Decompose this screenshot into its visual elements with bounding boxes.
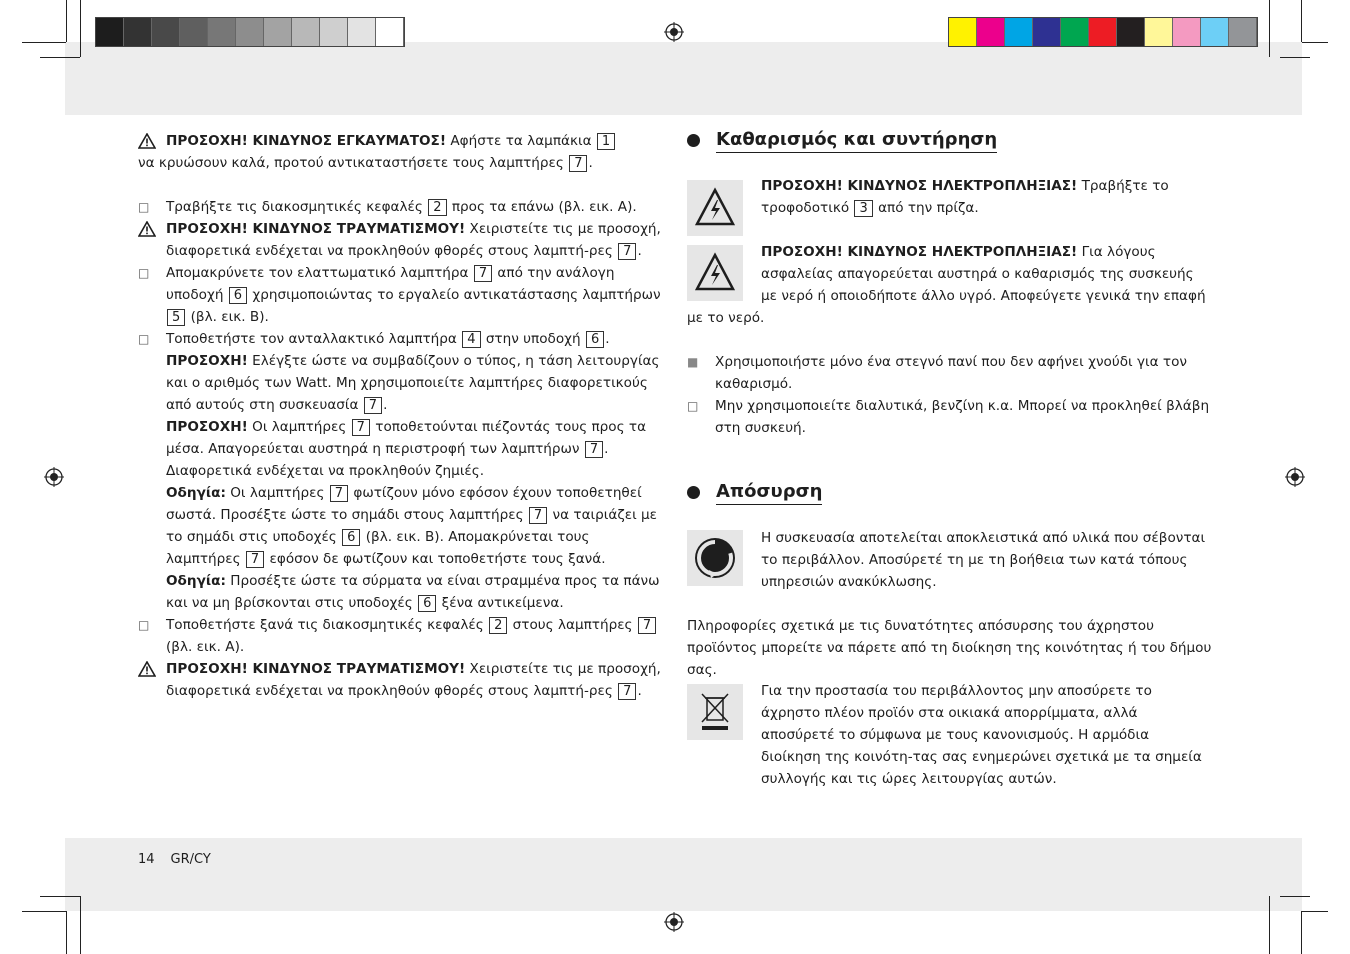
color-swatch: [1173, 18, 1201, 46]
color-swatch: [1201, 18, 1229, 46]
registration-mark-icon: [44, 467, 64, 487]
attention-text: Ελέγξτε ώστε να συμβαδίζουν ο τύπος, η τάση λειτουργίας και ο αριθμός των Watt. Μη χρησιμοποιείτε λαμπτήρες διαφορετικούς από αυτούς στη συσκευασία: [166, 353, 660, 413]
part-reference: 7: [330, 485, 348, 502]
attention-label: ΠΡΟΣΟΧΗ!: [166, 353, 248, 369]
registration-mark-icon: [664, 912, 684, 932]
crop-mark: [1280, 896, 1310, 897]
footer-band: [65, 838, 1302, 911]
warning-text: Αφήστε τα λαμπάκια: [446, 133, 596, 149]
part-reference: 6: [418, 595, 436, 612]
warning-triangle-icon: [138, 221, 156, 237]
crop-mark: [66, 0, 67, 42]
part-reference: 7: [364, 397, 382, 414]
grey-swatch: [124, 18, 152, 46]
part-reference: 7: [352, 419, 370, 436]
part-reference: 7: [569, 155, 587, 172]
disposal-text-3: Για την προστασία του περιβάλλοντος μην αποσύρετε το άχρηστο πλέον προϊόν στα οικιακά απορρίμματα, αλλά αποσύρετέ το σύμφωνα με τους κανονισμούς. Η αρμόδια διοίκηση της κοινότη-τας σας ενημερώνει σχετικά με τα σημεία συλλογής και τις ώρες λειτουργίας αυτών.: [761, 683, 1202, 787]
warning-title: ΠΡΟΣΟΧΗ! ΚΙΝΔΥΝΟΣ ΤΡΑΥΜΑΤΙΣΜΟΥ!: [166, 221, 466, 237]
shock-warning-2-tail: με το νερό.: [687, 310, 765, 326]
part-reference: 1: [597, 133, 615, 150]
disposal-section: [687, 480, 822, 505]
step-item: [138, 262, 663, 328]
crop-mark: [1301, 0, 1302, 42]
color-swatch: [1117, 18, 1145, 46]
injury-warning: ΠΡΟΣΟΧΗ! ΚΙΝΔΥΝΟΣ ΤΡΑΥΜΑΤΙΣΜΟΥ! Χειριστείτε τις με προσοχή, διαφορετικά ενδέχεται να προκληθούν φθορές στους λαμπτή-ρες 7 .: [138, 658, 663, 702]
grey-swatch: [236, 18, 264, 46]
part-reference: 7: [529, 507, 547, 524]
step-text: χρησιμοποιώντας το εργαλείο αντικατάστασης λαμπτήρων: [248, 287, 661, 303]
part-reference: 7: [618, 243, 636, 260]
crop-mark: [1302, 911, 1328, 912]
grey-swatch: [152, 18, 180, 46]
step-text: από την ανάλογη υποδοχή: [166, 265, 615, 303]
header-band: [65, 42, 1302, 115]
grey-calibration-strip: [95, 17, 405, 47]
section-heading-disposal: Απόσυρση: [687, 480, 822, 505]
checkbox-bullet-icon: □: [138, 618, 150, 632]
warning-text: να κρυώσουν καλά, προτού αντικαταστήσετε τους λαμπτήρες: [138, 155, 569, 171]
page-footer: [138, 852, 211, 867]
part-reference: 3: [854, 200, 872, 217]
right-column: [687, 128, 1212, 153]
grey-swatch: [96, 18, 124, 46]
crop-mark: [40, 896, 80, 897]
checkbox-bullet-icon: □: [138, 266, 150, 280]
electric-shock-icon: [687, 180, 743, 236]
disposal-text-1: Η συσκευασία αποτελείται αποκλειστικά από υλικά που σέβονται το περιβάλλον. Αποσύρετέ τη με τη βοήθεια των κατά τόπους υπηρεσιών ανακύκλωσης.: [761, 530, 1206, 590]
step-text: προς τα επάνω (βλ. εικ. A).: [447, 199, 637, 215]
part-reference: 7: [618, 683, 636, 700]
grey-swatch: [348, 18, 376, 46]
green-dot-recycling-icon: [687, 530, 743, 586]
warning-title: ΠΡΟΣΟΧΗ! ΚΙΝΔΥΝΟΣ ΗΛΕΚΤΡΟΠΛΗΞΙΑΣ!: [761, 178, 1078, 194]
warning-text: Χειριστείτε τις με προσοχή, διαφορετικά ενδέχεται να προκληθούν φθορές στους λαμπτή-ρες: [166, 661, 661, 699]
note-text: Οι λαμπτήρες: [225, 485, 329, 501]
attention-text: τοποθετούνται πιέζοντάς τους προς τα μέσα. Απαγορεύεται αυστηρά η περιστροφή των λαμπτήρων: [166, 419, 647, 457]
warning-text: από την πρίζα.: [873, 200, 979, 216]
electric-shock-icon: [687, 245, 743, 301]
part-reference: 7: [638, 617, 656, 634]
crop-mark: [66, 911, 67, 954]
filled-square-bullet-icon: ■: [687, 355, 699, 369]
step-item: □ Τοποθετήστε τον ανταλλακτικό λαμπτήρα 4 στην υποδοχή 6 . ΠΡΟΣΟΧΗ! Ελέγξτε ώστε να συμβαδίζουν ο τύπος, η τάση λειτουργίας και ο αριθμός των Watt. Μη χρησιμοποιείτε λαμπτήρες διαφορετικούς από αυτούς στη συσκευασία 7 . ΠΡΟΣΟΧΗ! Οι λαμπτήρες 7 τοποθετούνται πιέζοντάς τους προς τα μέσα. Απαγορεύεται αυστηρά η περιστροφή των λαμπτήρων 7 . Διαφορετικά ενδέχεται να προκληθούν ζημιές. Οδηγία: Οι λαμπτήρες 7 φωτίζουν μόνο εφόσον έχουν τοποθετηθεί σωστά. Προσέξτε ώστε το σημάδι στους λαμπτήρες 7 να ταιριάζει με το σημάδι στις υποδοχές 6 (βλ. εικ. B). Απομακρύνεται τους λαμπτήρες 7 εφόσον δε φωτίζουν και τοποθετήστε τους ξανά. Οδηγία: Προσέξτε ώστε τα σύρματα να είναι στραμμένα προς τα πάνω και να μη βρίσκονται στις υποδοχές 6 ξένα αντικείμενα.: [138, 328, 663, 614]
grey-swatch: [208, 18, 236, 46]
part-reference: 7: [246, 551, 264, 568]
crop-mark: [1269, 0, 1270, 57]
color-swatch: [1089, 18, 1117, 46]
crop-mark: [1302, 42, 1328, 43]
warning-text: Χειριστείτε τις με προσοχή, διαφορετικά ενδέχεται να προκληθούν φθορές στους λαμπτή-ρες: [166, 221, 661, 259]
attention-text: . Διαφορετικά ενδέχεται να προκληθούν ζημιές.: [166, 441, 609, 479]
injury-warning: ΠΡΟΣΟΧΗ! ΚΙΝΔΥΝΟΣ ΤΡΑΥΜΑΤΙΣΜΟΥ! Χειριστείτε τις με προσοχή, διαφορετικά ενδέχεται να προκληθούν φθορές στους λαμπτή-ρες 7 .: [138, 218, 663, 262]
burn-warning: [138, 130, 663, 174]
list-item: ■ Χρησιμοποιήστε μόνο ένα στεγνό πανί που δεν αφήνει χνούδι για τον καθαρισμό.: [687, 351, 1212, 395]
left-column: [138, 130, 663, 702]
note-label: Οδηγία:: [166, 573, 226, 589]
registration-mark-icon: [664, 22, 684, 42]
note-text: Προσέξτε ώστε τα σύρματα να είναι στραμμένα προς τα πάνω και να μη βρίσκονται στις υποδοχές: [166, 573, 660, 611]
step-text: Τοποθετήστε τον ανταλλακτικό λαμπτήρα: [166, 331, 462, 347]
crop-mark: [80, 896, 81, 954]
crop-mark: [40, 57, 80, 58]
step-item: [138, 614, 663, 658]
step-text: Απομακρύνετε τον ελαττωματικό λαμπτήρα: [166, 265, 473, 281]
grey-swatch: [264, 18, 292, 46]
punctuation: .: [588, 155, 593, 171]
color-swatch: [949, 18, 977, 46]
registration-mark-icon: [1285, 467, 1305, 487]
color-swatch: [1033, 18, 1061, 46]
part-reference: 2: [489, 617, 507, 634]
shock-warning-1: [761, 175, 1211, 219]
color-swatch: [1145, 18, 1173, 46]
crop-mark: [80, 0, 81, 57]
warning-title: ΠΡΟΣΟΧΗ! ΚΙΝΔΥΝΟΣ ΕΓΚΑΥΜΑΤΟΣ!: [166, 133, 447, 149]
part-reference: 6: [586, 331, 604, 348]
step-text: .: [605, 331, 610, 347]
step-text: (βλ. εικ. A).: [166, 639, 245, 655]
step-text: (βλ. εικ. B).: [186, 309, 269, 325]
warning-triangle-icon: [138, 133, 156, 149]
list-item: □ Μην χρησιμοποιείτε διαλυτικά, βενζίνη κ.α. Μπορεί να προκληθεί βλάβη στη συσκευή.: [687, 395, 1212, 439]
part-reference: 2: [428, 199, 446, 216]
locale-label: GR/CY: [170, 852, 211, 867]
part-reference: 7: [474, 265, 492, 282]
part-reference: 6: [229, 287, 247, 304]
color-calibration-strip: [948, 17, 1258, 47]
color-swatch: [1061, 18, 1089, 46]
note-text: ξένα αντικείμενα.: [437, 595, 564, 611]
step-text: Τραβήξτε τις διακοσμητικές κεφαλές: [166, 199, 428, 215]
checkbox-bullet-icon: □: [687, 399, 699, 413]
grey-swatch: [180, 18, 208, 46]
attention-text: Οι λαμπτήρες: [247, 419, 351, 435]
attention-label: ΠΡΟΣΟΧΗ!: [166, 419, 248, 435]
part-reference: 5: [167, 309, 185, 326]
color-swatch: [977, 18, 1005, 46]
warning-title: ΠΡΟΣΟΧΗ! ΚΙΝΔΥΝΟΣ ΤΡΑΥΜΑΤΙΣΜΟΥ!: [166, 661, 466, 677]
bullet-dot-icon: [687, 486, 700, 499]
warning-triangle-icon: [138, 661, 156, 677]
note-label: Οδηγία:: [166, 485, 226, 501]
warning-title: ΠΡΟΣΟΧΗ! ΚΙΝΔΥΝΟΣ ΗΛΕΚΤΡΟΠΛΗΞΙΑΣ!: [761, 244, 1078, 260]
disposal-text-2: Πληροφορίες σχετικά με τις δυνατότητες απόσυρσης του άχρηστου προϊόντος μπορείτε να πάρετε από τη διοίκηση της κοινότητας ή του δήμου σας.: [687, 618, 1212, 678]
step-text: Τοποθετήστε ξανά τις διακοσμητικές κεφαλές: [166, 617, 489, 633]
grey-swatch: [320, 18, 348, 46]
crossed-bin-icon: [687, 684, 743, 740]
crop-mark: [1269, 896, 1270, 954]
cleaning-list: [687, 351, 1212, 439]
note-text: εφόσον δε φωτίζουν και τοποθετήστε τους ξανά.: [265, 551, 606, 567]
note-text: φωτίζουν μόνο εφόσον έχουν τοποθετηθεί σωστά. Προσέξτε ώστε το σημάδι στους λαμπτήρες: [166, 485, 642, 523]
part-reference: 7: [585, 441, 603, 458]
crop-mark: [1301, 911, 1302, 954]
part-reference: 4: [462, 331, 480, 348]
grey-swatch: [292, 18, 320, 46]
bullet-dot-icon: [687, 134, 700, 147]
note-text: να ταιριάζει με το σημάδι στις υποδοχές: [166, 507, 657, 545]
page-number: 14: [138, 852, 155, 867]
crop-mark: [22, 911, 66, 912]
shock-warning-2: [761, 241, 1211, 307]
color-swatch: [1229, 18, 1257, 46]
note-text: (βλ. εικ. B). Απομακρύνεται τους λαμπτήρες: [166, 529, 590, 567]
step-text: στην υποδοχή: [481, 331, 585, 347]
checkbox-bullet-icon: □: [138, 200, 150, 214]
part-reference: 6: [342, 529, 360, 546]
step-item: [138, 196, 663, 218]
step-text: στους λαμπτήρες: [508, 617, 637, 633]
checkbox-bullet-icon: □: [138, 332, 150, 346]
section-heading-cleaning: Καθαρισμός και συντήρηση: [687, 128, 1212, 153]
warning-text: Για λόγους ασφαλείας απαγορεύεται αυστηρά ο καθαρισμός της συσκευής με νερό ή οποιοδήποτε άλλο υγρό. Αποφεύγετε γενικά την επαφή: [761, 244, 1206, 304]
grey-swatch: [376, 18, 404, 46]
crop-mark: [1280, 57, 1310, 58]
crop-mark: [22, 42, 66, 43]
warning-text: Τραβήξτε το τροφοδοτικό: [761, 178, 1169, 216]
color-swatch: [1005, 18, 1033, 46]
